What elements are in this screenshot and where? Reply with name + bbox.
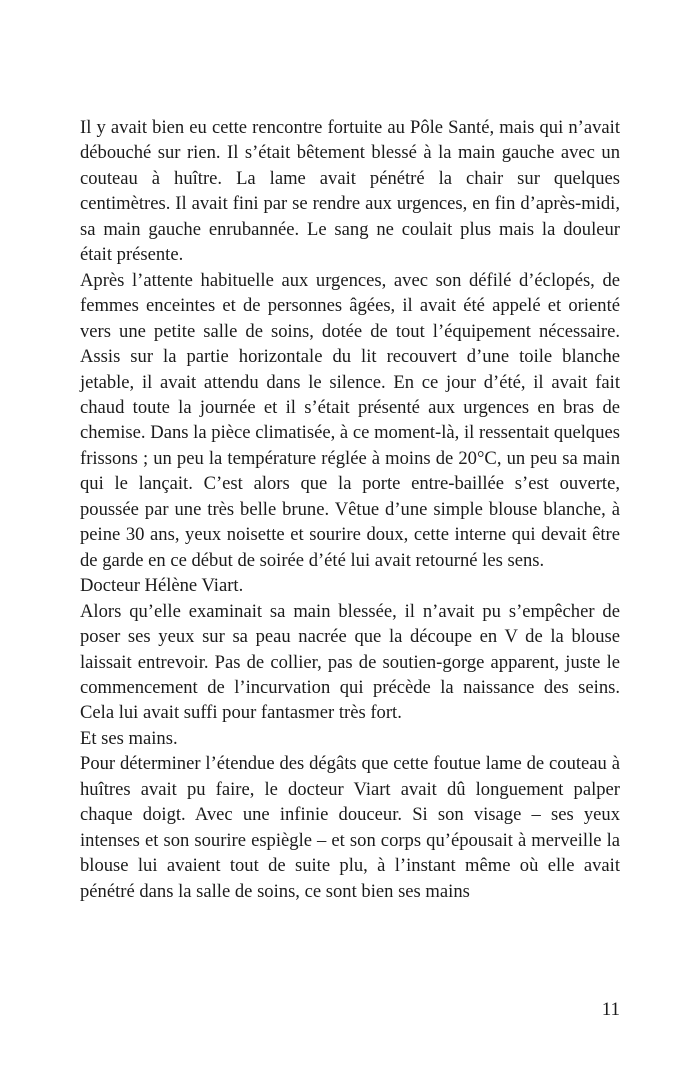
paragraph-2: Après l’attente habituelle aux urgences, avec son défilé d’éclopés, de femmes enceintes et de personnes âgées, il avait été appelé et orienté vers une petite salle de soins, dotée de tout l’équipement nécessaire. Assis sur la partie horizontale du lit recouvert d’une toile blanche jetable, il avait attendu dans le silence. En ce jour d’été, il avait fait chaud toute la journée et il s’était présenté aux urgences en bras de chemise. Dans la pièce climatisée, à ce moment-là, il ressentait quelques frissons ; un peu la température réglée à moins de 20°C, un peu sa main qui le lançait. C’est alors que la porte entre-baillée s’est ouverte, poussée par une très belle brune. Vêtue d’une simple blouse blanche, à peine 30 ans, yeux noisette et sourire doux, cette interne qui devait être de garde en ce début de soirée d’été lui avait retourné les sens. [80,269,620,571]
paragraph-3: Docteur Hélène Viart. [80,575,244,597]
paragraph-4: Alors qu’elle examinait sa main blessée, il n’avait pu s’empêcher de poser ses yeux sur sa peau nacrée que la découpe en V de la blouse laissait entrevoir. Pas de collier, pas de soutien-gorge apparent, juste le commencement de l’incurvation qui précède la naissance des seins. Cela lui avait suffi pour fantasmer très fort. [80,600,620,724]
paragraph-1: Il y avait bien eu cette rencontre fortuite au Pôle Santé, mais qui n’avait débouché sur rien. Il s’était bêtement blessé à la main gauche avec un couteau à huître. La lame avait pénétré la chair sur quelques centimètres. Il avait fini par se rendre aux urgences, en fin d’après-midi, sa main gauche enrubannée. Le sang ne coulait plus mais la douleur était présente. [80,117,620,266]
paragraph-6: Pour déterminer l’étendue des dégâts que cette foutue lame de couteau à huîtres avait pu faire, le docteur Viart avait dû longuement palper chaque doigt. Avec une infinie douceur. Si son visage – ses yeux intenses et son sourire espiègle – et son corps qu’épousait à merveille la blouse lui avaient tout de suite plu, à l’instant même où elle avait pénétré dans la salle de soins, ce sont bien ses mains [80,753,620,902]
paragraph-5: Et ses mains. [80,727,178,749]
page-number: 11 [601,999,620,1020]
body-text [80,115,620,904]
